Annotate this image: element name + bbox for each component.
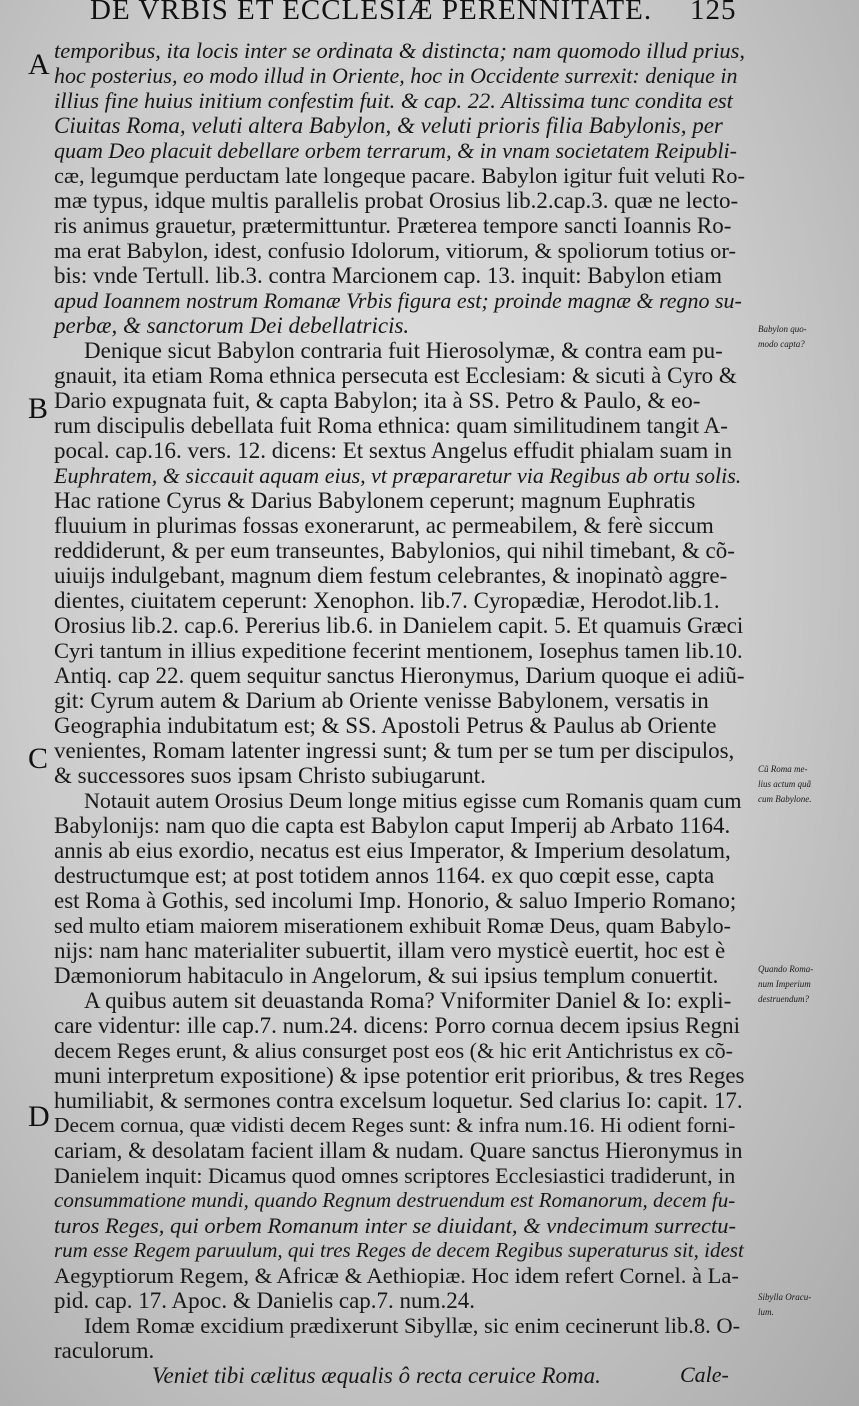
text-line: apud Ioannem nostrum Romanæ Vrbis figura est; proinde magnæ & regno su-: [54, 288, 742, 313]
text-line: dientes, ciuitatem ceperunt: Xenophon. lib.7. Cyropædiæ, Herodot.lib.1.: [54, 588, 720, 613]
text-line: Orosius lib.2. cap.6. Pererius lib.6. in Danielem capit. 5. Et quamuis Græci: [54, 613, 744, 638]
section-letter-c: C: [28, 742, 49, 775]
text-line: illius fine huius initium confestim fuit. & cap. 22. Altissima tunc condita est: [54, 88, 733, 113]
text-line: annis ab eius exordio, necatus est eius Imperator, & Imperium desolatum,: [54, 838, 731, 863]
text-line: ma erat Babylon, idest, confusio Idolorum, vitiorum, & spoliorum totius or-: [54, 238, 736, 263]
text-line: muni interpretum expositione) & ipse potentior erit prioribus, & tres Reges: [54, 1063, 745, 1088]
text-line: git: Cyrum autem & Darium ab Oriente venisse Babylonem, versatis in: [54, 688, 709, 713]
text-line: ris animus grauetur, prætermittuntur. Præterea tempore sancti Ioannis Ro-: [54, 213, 732, 238]
marginal-note: [758, 322, 858, 352]
paragraph-start: Idem Romæ excidium prædixerunt Sibyllæ, sic enim cecinerunt lib.8. O-: [84, 1313, 741, 1338]
text-line: Babylonijs: nam quo die capta est Babylon caput Imperij ab Arbato 1164.: [54, 813, 731, 838]
text-line: Ciuitas Roma, veluti altera Babylon, & veluti prioris filia Babylonis, per: [54, 113, 723, 138]
text-line: Dæmoniorum habitaculo in Angelorum, & sui ipsius templum conuertit.: [54, 963, 719, 988]
text-line: Danielem inquit: Dicamus quod omnes scriptores Ecclesiastici tradiderunt, in: [54, 1163, 736, 1188]
text-line: rum esse Regem paruulum, qui tres Reges de decem Regibus superaturus sit, idest: [54, 1238, 744, 1262]
marginal-note-line: lius actum quã: [758, 779, 811, 789]
marginal-note-line: Cũ Roma me-: [758, 764, 808, 774]
marginal-note-line: Babylon quo-: [758, 324, 807, 334]
marginal-note-line: cum Babylone.: [758, 794, 812, 804]
text-line: quam Deo placuit debellare orbem terrarum, & in vnam societatem Reipubli-: [54, 138, 737, 163]
text-line: temporibus, ita locis inter se ordinata & distincta; nam quomodo illud prius,: [54, 38, 746, 63]
text-line: Cyri tantum in illius expeditione fecerint mentionem, Iosephus tamen lib.10.: [54, 638, 743, 663]
text-line: cariam, & desolatam facient illam & nudam. Quare sanctus Hieronymus in: [54, 1138, 743, 1163]
paragraph-start: Denique sicut Babylon contraria fuit Hierosolymæ, & contra eam pu-: [84, 338, 723, 363]
marginal-note-line: Quando Roma-: [758, 964, 814, 974]
marginal-note: [758, 1290, 858, 1320]
marginal-note: [758, 962, 858, 1007]
text-line: humiliabit, & sermones contra excelsum loquetur. Sed clarius Io: capit. 17.: [54, 1088, 743, 1113]
text-line: sed multo etiam maiorem miserationem exhibuit Romæ Deus, quam Babylo-: [54, 913, 731, 938]
text-line: Dario expugnata fuit, & capta Babylon; ita à SS. Petro & Paulo, & eo-: [54, 388, 701, 413]
text-line: fluuium in plurimas fossas exonerarunt, ac permeabilem, & ferè siccum: [54, 513, 714, 538]
text-line: est Roma à Gothis, sed incolumi Imp. Honorio, & saluo Imperio Romano;: [54, 888, 737, 913]
section-letter-a: A: [28, 48, 50, 81]
text-line: turos Reges, qui orbem Romanum inter se diuidant, & vndecimum surrectu-: [54, 1213, 736, 1238]
verse-line: Veniet tibi cælitus æqualis ô recta ceruice Roma.: [152, 1363, 601, 1388]
text-line: Geographia indubitatum est; & SS. Apostoli Petrus & Paulus ab Oriente: [54, 713, 717, 738]
running-title: DE VRBIS ET ECCLESIÆ PERENNITATE.: [90, 0, 653, 26]
text-line: pocal. cap.16. vers. 12. dicens: Et sextus Angelus effudit phialam suam in: [54, 438, 732, 463]
text-line: raculorum.: [54, 1338, 155, 1363]
marginal-note-line: modo capta?: [758, 339, 805, 349]
text-line: Hac ratione Cyrus & Darius Babylonem ceperunt; magnum Euphratis: [54, 488, 696, 513]
text-line: pid. cap. 17. Apoc. & Danielis cap.7. num.24.: [54, 1288, 475, 1313]
paragraph-start: A quibus autem sit deuastanda Roma? Vniformiter Daniel & Io: expli-: [84, 988, 732, 1013]
text-line: Aegyptiorum Regem, & Africæ & Aethiopiæ. Hoc idem refert Cornel. à La-: [54, 1263, 739, 1288]
text-line: reddiderunt, & per eum transeuntes, Babylonios, qui nihil timebant, & cõ-: [54, 538, 735, 563]
text-line: hoc posterius, eo modo illud in Oriente, hoc in Occidente surrexit: denique in: [54, 63, 738, 88]
text-line: rum discipulis debellata fuit Roma ethnica: quam similitudinem tangit A-: [54, 413, 728, 438]
marginal-note-line: Sibylla Oracu-: [758, 1292, 812, 1302]
text-line: destructumque est; at post totidem annos 1164. ex quo cœpit esse, capta: [54, 863, 715, 888]
marginal-note-line: destruendum?: [758, 994, 809, 1004]
text-line: & successores suos ipsam Christo subiugarunt.: [54, 763, 486, 788]
section-letter-b: B: [28, 392, 49, 425]
text-line: care videntur: ille cap.7. num.24. dicens: Porro cornua decem ipsius Regni: [54, 1013, 740, 1038]
text-line: Euphratem, & siccauit aquam eius, vt præpararetur via Regibus ab ortu solis.: [54, 463, 742, 488]
text-line: venientes, Romam latenter ingressi sunt; & tum per se tum per discipulos,: [54, 738, 735, 763]
text-line: nijs: nam hanc materialiter subuertit, illam vero mysticè euertit, hoc est è: [54, 938, 726, 963]
page-number: 125: [690, 0, 737, 26]
paragraph-start: Notauit autem Orosius Deum longe mitius egisse cum Romanis quam cum: [84, 788, 742, 813]
text-line: mæ typus, idque multis parallelis probat Orosius lib.2.cap.3. quæ ne lecto-: [54, 188, 739, 213]
section-letter-d: D: [28, 1100, 50, 1133]
catchword: Cale-: [680, 1362, 729, 1387]
text-line: decem Reges erunt, & alius consurget post eos (& hic erit Antichristus ex cõ-: [54, 1038, 733, 1063]
marginal-note-line: num Imperium: [758, 979, 811, 989]
text-line: Decem cornua, quæ vidisti decem Reges sunt: & infra num.16. Hi odient forni-: [54, 1113, 736, 1137]
text-line: cæ, legumque perductam late longeque pacare. Babylon igitur fuit veluti Ro-: [54, 163, 746, 188]
text-line: consummatione mundi, quando Regnum destruendum est Romanorum, decem fu-: [54, 1188, 736, 1212]
running-head: [90, 0, 850, 27]
text-line: uiuijs indulgebant, magnum diem festum celebrantes, & inopinatò aggre-: [54, 563, 728, 588]
marginal-note-line: lum.: [758, 1307, 774, 1317]
marginal-note: [758, 762, 858, 807]
text-line: bis: vnde Tertull. lib.3. contra Marcionem cap. 13. inquit: Babylon etiam: [54, 263, 723, 288]
text-line: gnauit, ita etiam Roma ethnica persecuta est Ecclesiam: & sicuti à Cyro &: [54, 363, 737, 388]
text-line: perbæ, & sanctorum Dei debellatricis.: [54, 313, 410, 338]
text-line: Antiq. cap 22. quem sequitur sanctus Hieronymus, Darium quoque ei adiũ-: [54, 663, 745, 688]
